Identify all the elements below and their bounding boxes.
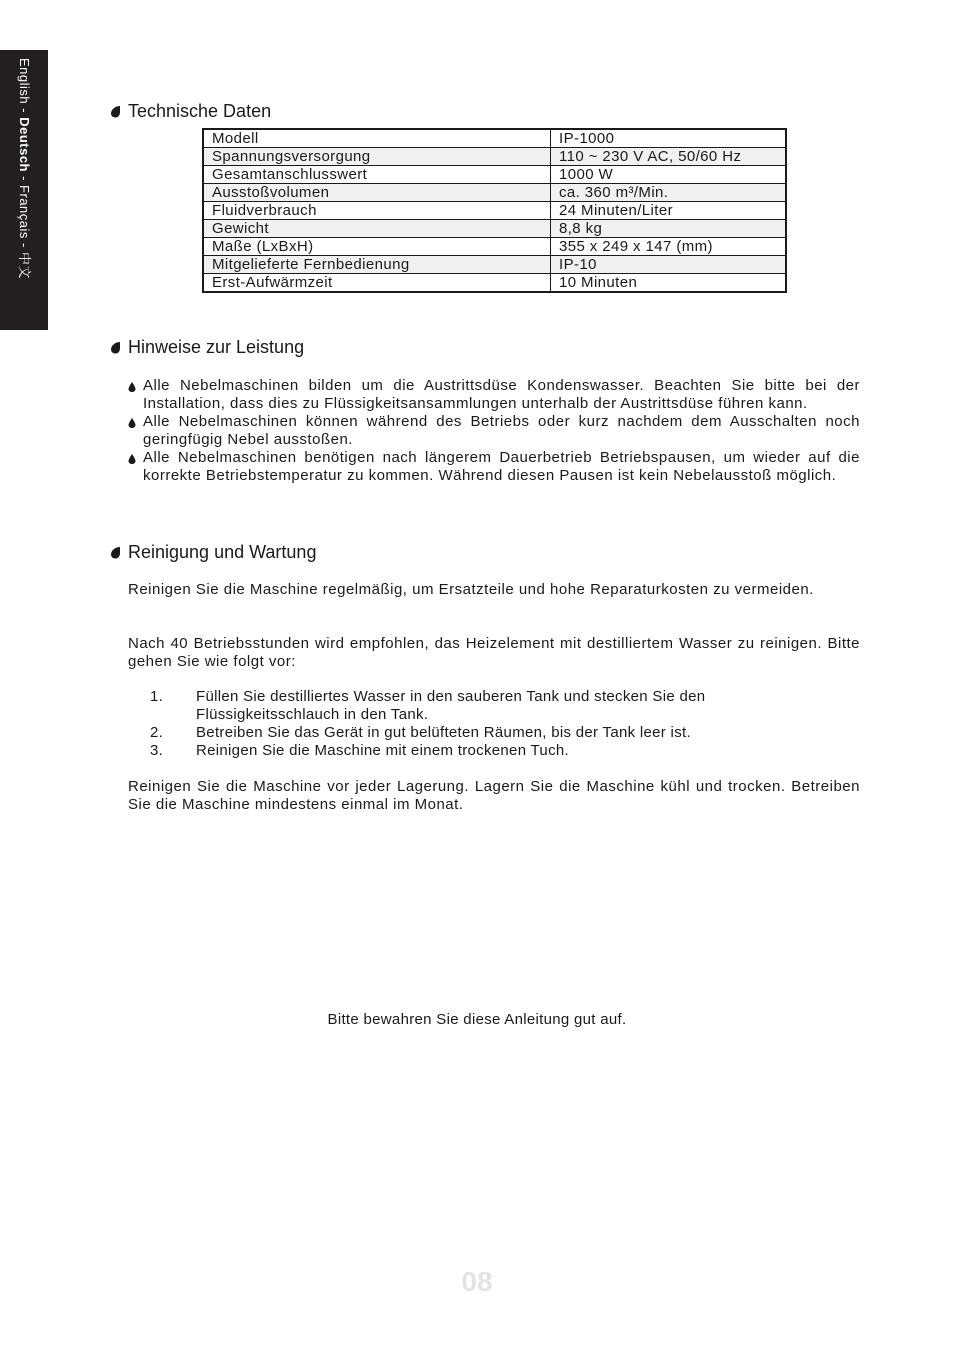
spec-label: Gewicht — [203, 220, 551, 238]
step-number: 1. — [150, 688, 164, 705]
table-row — [203, 148, 786, 166]
lang-english: English - — [17, 58, 32, 118]
step-text: Füllen Sie destilliertes Wasser in den sauberen Tank und stecken Sie den Flüssigkeitsschlauch in den Tank. — [196, 688, 706, 723]
spec-label: Maße (LxBxH) — [203, 238, 551, 256]
table-row — [203, 274, 786, 293]
drop-bullet-icon — [110, 341, 121, 354]
spec-value: 10 Minuten — [551, 274, 787, 293]
spec-value: 24 Minuten/Liter — [551, 202, 787, 220]
page-number: 08 — [461, 1266, 493, 1297]
lang-others: - Français - 中文 — [17, 172, 32, 279]
step-text: Betreiben Sie das Gerät in gut belüfteten Räumen, bis der Tank leer ist. — [196, 724, 691, 741]
section-title-text: Reinigung und Wartung — [128, 542, 317, 562]
spec-value: ca. 360 m³/Min. — [551, 184, 787, 202]
spec-value: 8,8 kg — [551, 220, 787, 238]
section-title-text: Hinweise zur Leistung — [128, 337, 305, 357]
section-title-cleaning — [110, 542, 316, 563]
section-title-text: Technische Daten — [128, 101, 272, 121]
drop-bullet-icon — [110, 105, 121, 118]
performance-notes-list — [128, 377, 860, 485]
spec-table — [202, 128, 787, 293]
list-item — [128, 449, 860, 485]
spec-label: Spannungsversorgung — [203, 148, 551, 166]
list-item — [128, 377, 860, 413]
note-text: Alle Nebelmaschinen bilden um die Austrittsdüse Kondenswasser. Beachten Sie bitte bei der Installation, dass dies zu Flüssigkeitsansammlungen unterhalb der Austrittsdüse führen kann. — [143, 377, 860, 412]
section-title-performance — [110, 337, 304, 358]
cleaning-steps-list — [150, 688, 790, 760]
note-text: Alle Nebelmaschinen benötigen nach längerem Dauerbetrieb Betriebspausen, um wieder auf die korrekte Betriebstemperatur zu kommen. Während diesen Pausen ist kein Nebelausstoß möglich. — [143, 449, 860, 484]
table-row — [203, 166, 786, 184]
step-text: Reinigen Sie die Maschine mit einem trockenen Tuch. — [196, 742, 569, 759]
footer-note: Bitte bewahren Sie diese Anleitung gut auf. — [327, 1011, 627, 1028]
spec-label: Erst-Aufwärmzeit — [203, 274, 551, 293]
list-item — [150, 742, 790, 760]
drop-bullet-icon — [128, 418, 136, 428]
step-number: 2. — [150, 724, 164, 741]
spec-value: 355 x 249 x 147 (mm) — [551, 238, 787, 256]
language-side-tab — [0, 50, 48, 330]
lang-deutsch: Deutsch — [17, 117, 32, 172]
spec-value: IP-1000 — [551, 129, 787, 148]
spec-label: Ausstoßvolumen — [203, 184, 551, 202]
table-row — [203, 220, 786, 238]
table-row — [203, 256, 786, 274]
table-row — [203, 184, 786, 202]
spec-label: Modell — [203, 129, 551, 148]
spec-label: Fluidverbrauch — [203, 202, 551, 220]
list-item — [128, 413, 860, 449]
spec-label: Mitgelieferte Fernbedienung — [203, 256, 551, 274]
cleaning-paragraph-1: Reinigen Sie die Maschine regelmäßig, um Ersatzteile und hohe Reparaturkosten zu vermeiden. — [128, 581, 814, 598]
drop-bullet-icon — [128, 382, 136, 392]
list-item — [150, 724, 790, 742]
note-text: Alle Nebelmaschinen können während des Betriebs oder kurz nachdem dem Ausschalten noch geringfügig Nebel ausstoßen. — [143, 413, 860, 448]
cleaning-paragraph-2: Nach 40 Betriebsstunden wird empfohlen, das Heizelement mit destilliertem Wasser zu reinigen. Bitte gehen Sie wie folgt vor: — [128, 635, 860, 670]
section-title-tech — [110, 101, 271, 122]
step-number: 3. — [150, 742, 164, 759]
cleaning-paragraph-3: Reinigen Sie die Maschine vor jeder Lagerung. Lagern Sie die Maschine kühl und trocken. Betreiben Sie die Maschine mindestens einmal im Monat. — [128, 778, 860, 813]
drop-bullet-icon — [110, 546, 121, 559]
drop-bullet-icon — [128, 454, 136, 464]
spec-value: 110 ~ 230 V AC, 50/60 Hz — [551, 148, 787, 166]
list-item — [150, 688, 790, 724]
table-row — [203, 202, 786, 220]
table-row — [203, 129, 786, 148]
spec-value: IP-10 — [551, 256, 787, 274]
table-row — [203, 238, 786, 256]
spec-value: 1000 W — [551, 166, 787, 184]
language-list — [16, 58, 32, 279]
spec-label: Gesamtanschlusswert — [203, 166, 551, 184]
